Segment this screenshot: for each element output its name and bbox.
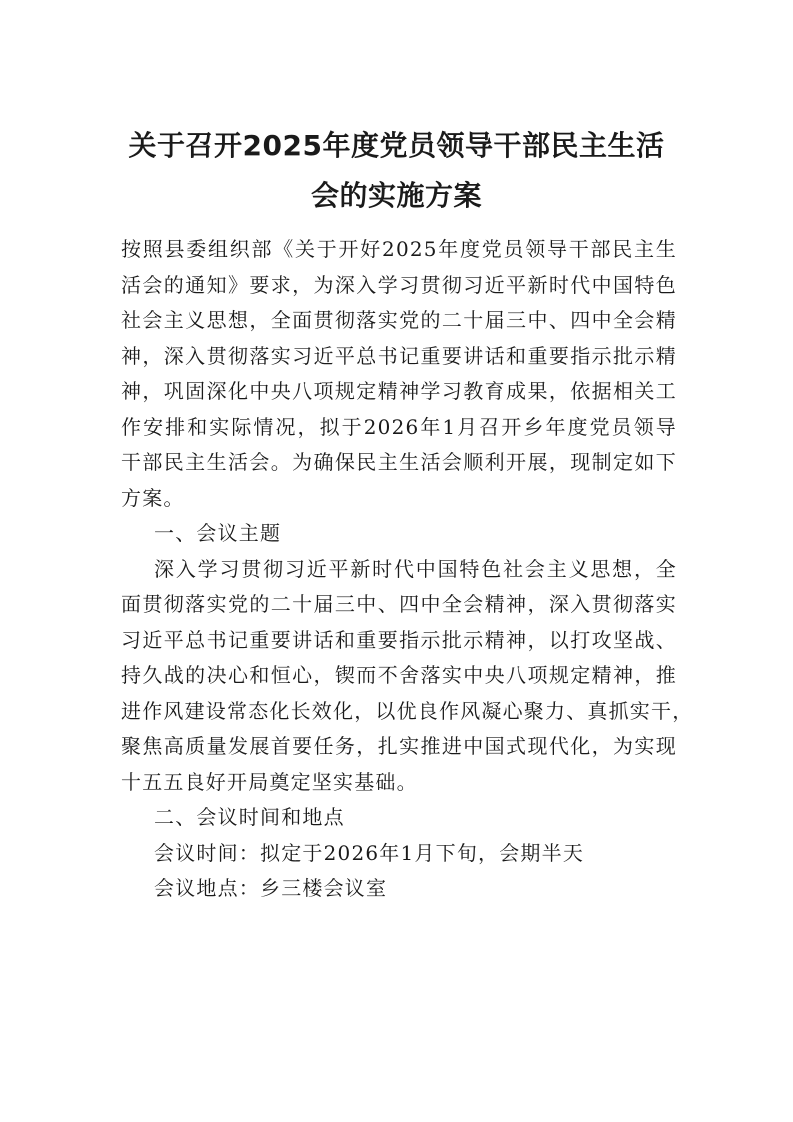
section-1-line: 面贯彻落实党的二十届三中、四中全会精神，深入贯彻落实 [121, 592, 677, 616]
intro-line: 神，巩固深化中央八项规定精神学习教育成果，依据相关工 [121, 379, 677, 403]
intro-paragraph [121, 232, 677, 516]
section-heading-text: 二、会议时间和地点 [154, 805, 345, 829]
document-title-line-1: 关于召开2025年度党员领导干部民主生活 [128, 129, 665, 162]
intro-line: 活会的通知》要求，为深入学习贯彻习近平新时代中国特色 [121, 272, 677, 297]
section-1-heading [121, 516, 677, 552]
document-title-line-2: 会的实施方案 [310, 179, 482, 212]
intro-line: 神，深入贯彻落实习近平总书记重要讲话和重要指示批示精 [121, 343, 677, 368]
section-1-line: 十五五良好开局奠定坚实基础。 [121, 769, 418, 794]
section-1-line: 持久战的决心和恒心，锲而不舍落实中央八项规定精神，推 [121, 663, 677, 687]
intro-line: 干部民主生活会。为确保民主生活会顺利开展，现制定如下 [121, 450, 677, 474]
intro-line: 方案。 [121, 485, 185, 510]
section-1-line: 聚焦高质量发展首要任务，扎实推进中国式现代化，为实现 [121, 734, 677, 758]
section-heading-text: 一、会议主题 [154, 521, 282, 545]
document-body [121, 232, 694, 907]
intro-line: 社会主义思想，全面贯彻落实党的二十届三中、四中全会精 [121, 308, 677, 332]
intro-line: 按照县委组织部《关于开好2025年度党员领导干部民主生 [121, 237, 677, 261]
section-1-line: 习近平总书记重要讲话和重要指示批示精神，以打攻坚战、 [121, 627, 677, 652]
meeting-time [121, 836, 677, 872]
meeting-place [121, 871, 677, 907]
intro-line: 作安排和实际情况，拟于2026年1月召开乡年度党员领导 [121, 414, 677, 439]
section-1-paragraph [121, 552, 694, 801]
section-2-heading [121, 800, 677, 836]
section-1-line: 进作风建设常态化长效化，以优良作风凝心聚力、真抓实干， [121, 698, 694, 723]
meeting-place-text: 会议地点：乡三楼会议室 [154, 876, 388, 900]
meeting-time-text: 会议时间：拟定于2026年1月下旬，会期半天 [154, 840, 585, 865]
section-1-line: 深入学习贯彻习近平新时代中国特色社会主义思想，全 [154, 556, 677, 581]
